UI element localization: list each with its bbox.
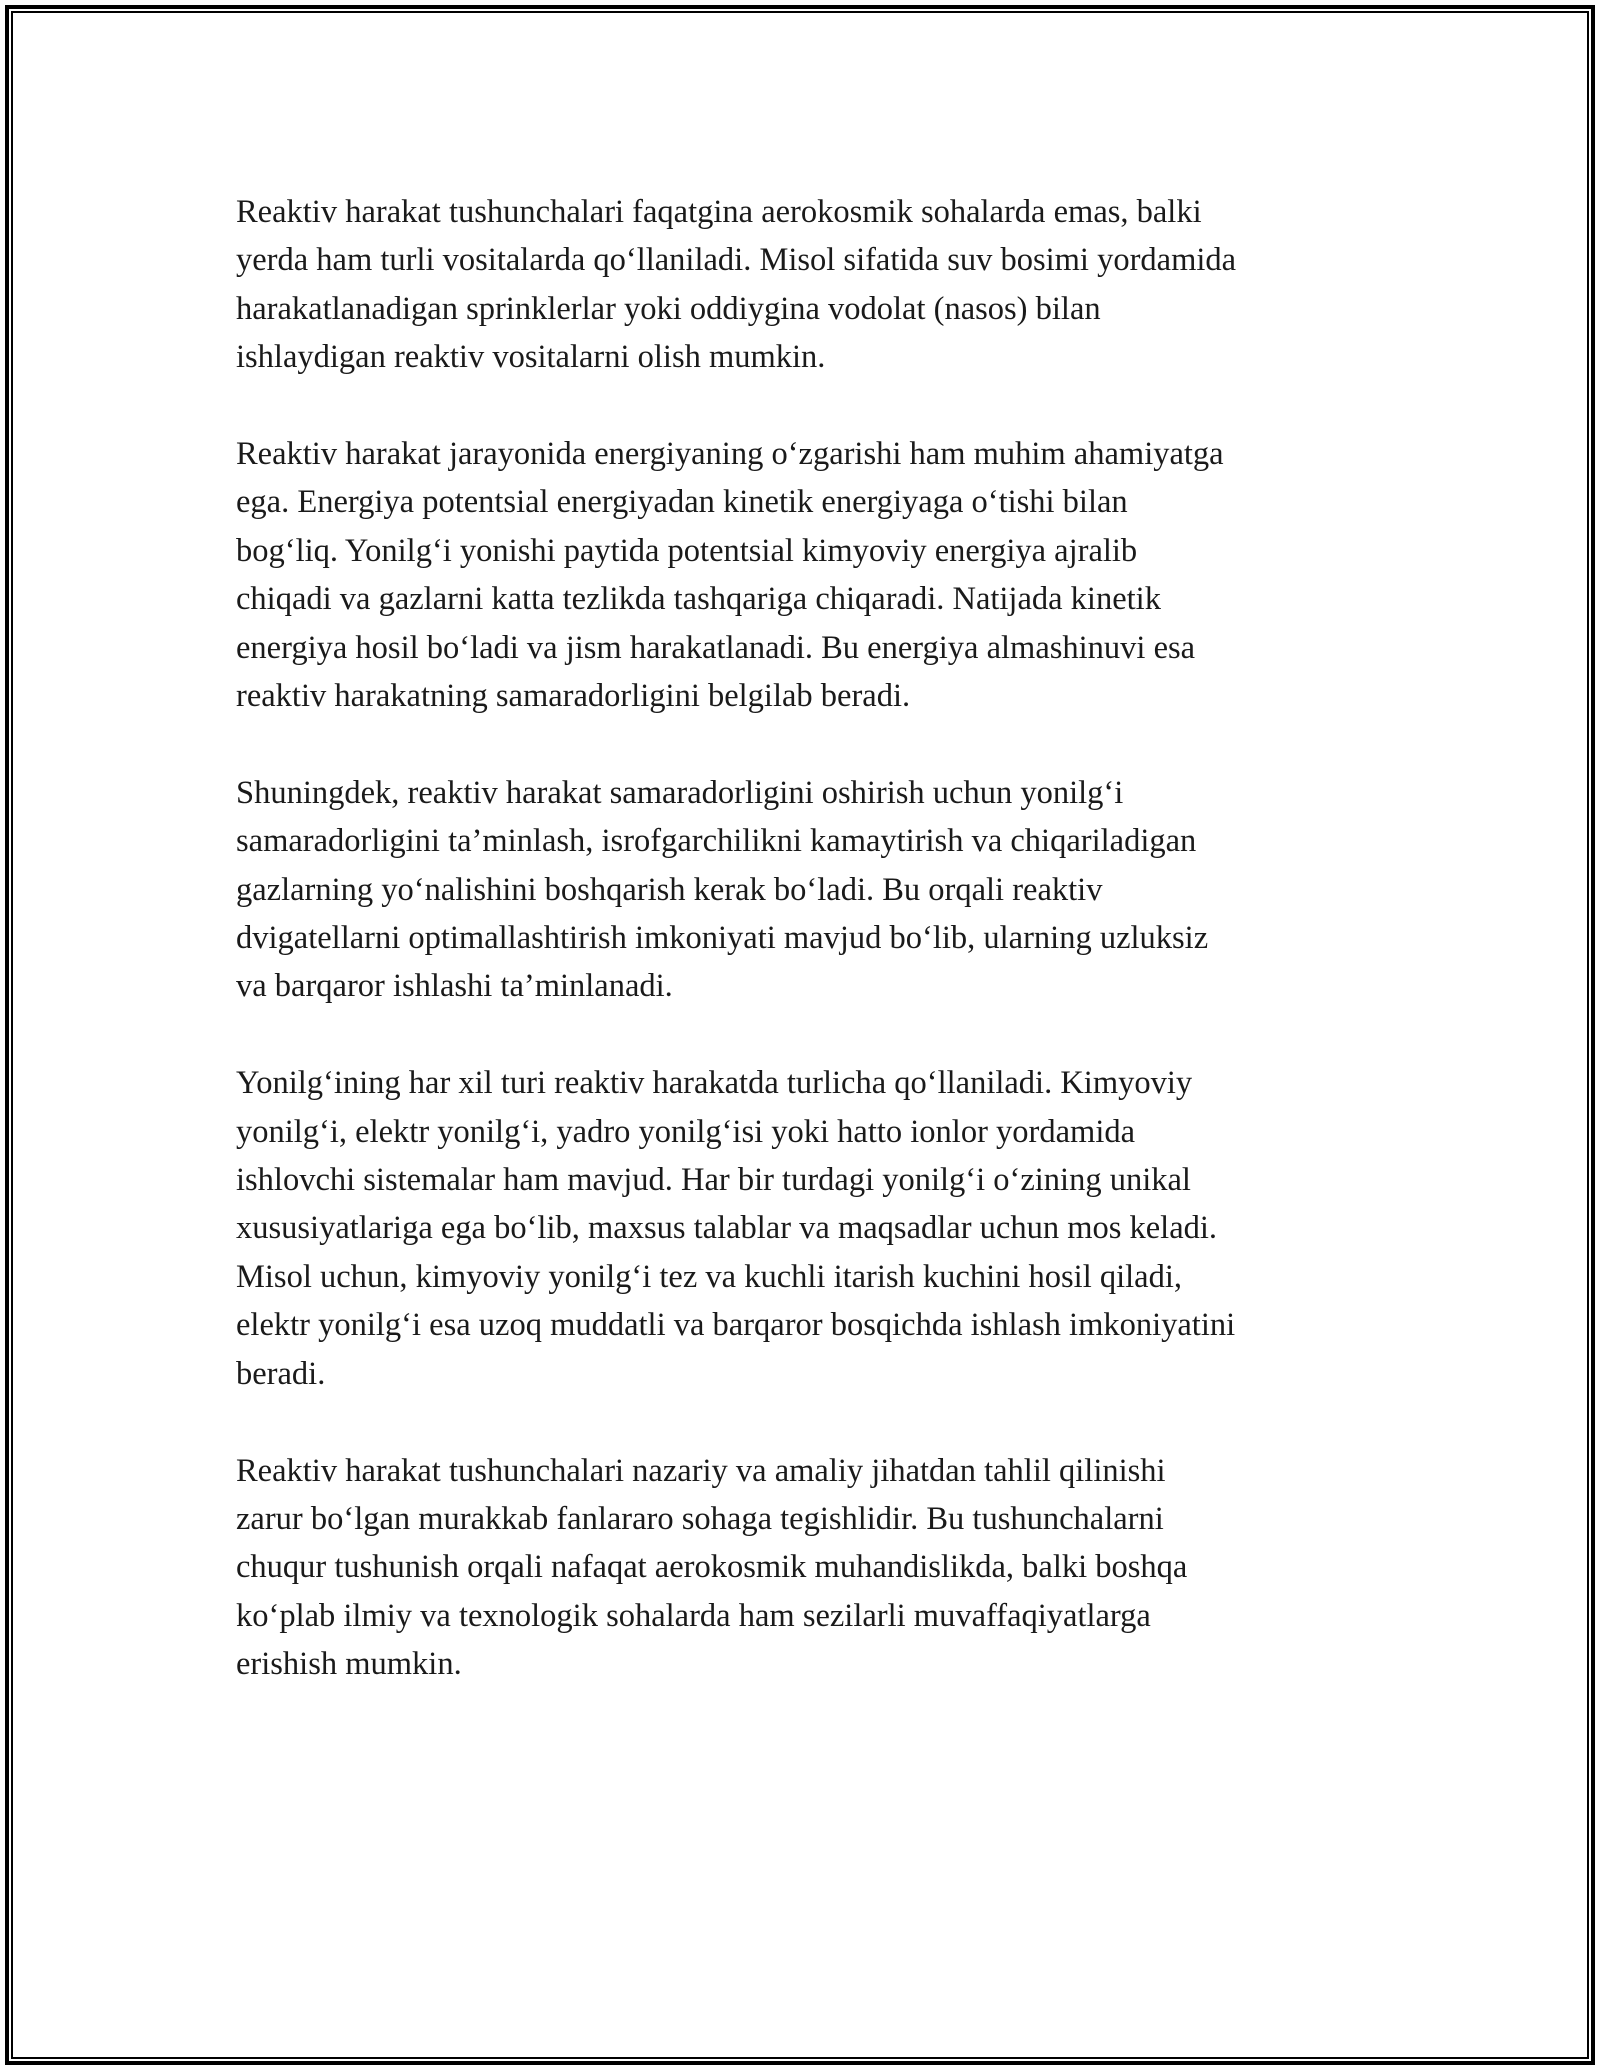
paragraph-3: Shuningdek, reaktiv harakat samaradorligini oshirish uchun yonilg‘i samaradorligini ta’minlash, isrofgarchilikni kamaytirish va chiqariladigan gazlarning yo‘nalishini boshqarish kerak bo‘ladi. Bu orqali reaktiv dvigatellarni optimallashtirish imkoniyati mavjud bo‘lib, ularning uzluksiz va barqaror ishlashi ta’minlanadi. <box>236 774 1209 1005</box>
document-body <box>236 188 1366 1737</box>
paragraph-2: Reaktiv harakat jarayonida energiyaning o‘zgarishi ham muhim ahamiyatga ega. Energiya potentsial energiyadan kinetik energiyaga o‘tishi bilan bog‘liq. Yonilg‘i yonishi paytida potentsial kimyoviy energiya ajralib chiqadi va gazlarni katta tezlikda tashqariga chiqaradi. Natijada kinetik energiya hosil bo‘ladi va jism harakatlanadi. Bu energiya almashinuvi esa reaktiv harakatning samaradorligini belgilab beradi. <box>236 436 1224 715</box>
paragraph-5: Reaktiv harakat tushunchalari nazariy va amaliy jihatdan tahlil qilinishi zarur bo‘lgan murakkab fanlararo sohaga tegishlidir. Bu tushunchalarni chuqur tushunish orqali nafaqat aerokosmik muhandislikda, balki boshqa ko‘plab ilmiy va texnologik sohalarda ham sezilarli muvaffaqiyatlarga erishish mumkin. <box>236 1452 1188 1683</box>
paragraph-4: Yonilg‘ining har xil turi reaktiv harakatda turlicha qo‘llaniladi. Kimyoviy yonilg‘i, elektr yonilg‘i, yadro yonilg‘isi yoki hatto ionlor yordamida ishlovchi sistemalar ham mavjud. Har bir turdagi yonilg‘i o‘zining unikal xususiyatlariga ega bo‘lib, maxsus talablar va maqsadlar uchun mos keladi. Misol uchun, kimyoviy yonilg‘i tez va kuchli itarish kuchini hosil qiladi, elektr yonilg‘i esa uzoq muddatli va barqaror bosqichda ishlash imkoniyatini beradi. <box>236 1065 1236 1392</box>
paragraph-1: Reaktiv harakat tushunchalari faqatgina aerokosmik sohalarda emas, balki yerda ham turli vositalarda qo‘llaniladi. Misol sifatida suv bosimi yordamida harakatlanadigan sprinklerlar yoki oddiygina vodolat (nasos) bilan ishlaydigan reaktiv vositalarni olish mumkin. <box>236 194 1237 376</box>
